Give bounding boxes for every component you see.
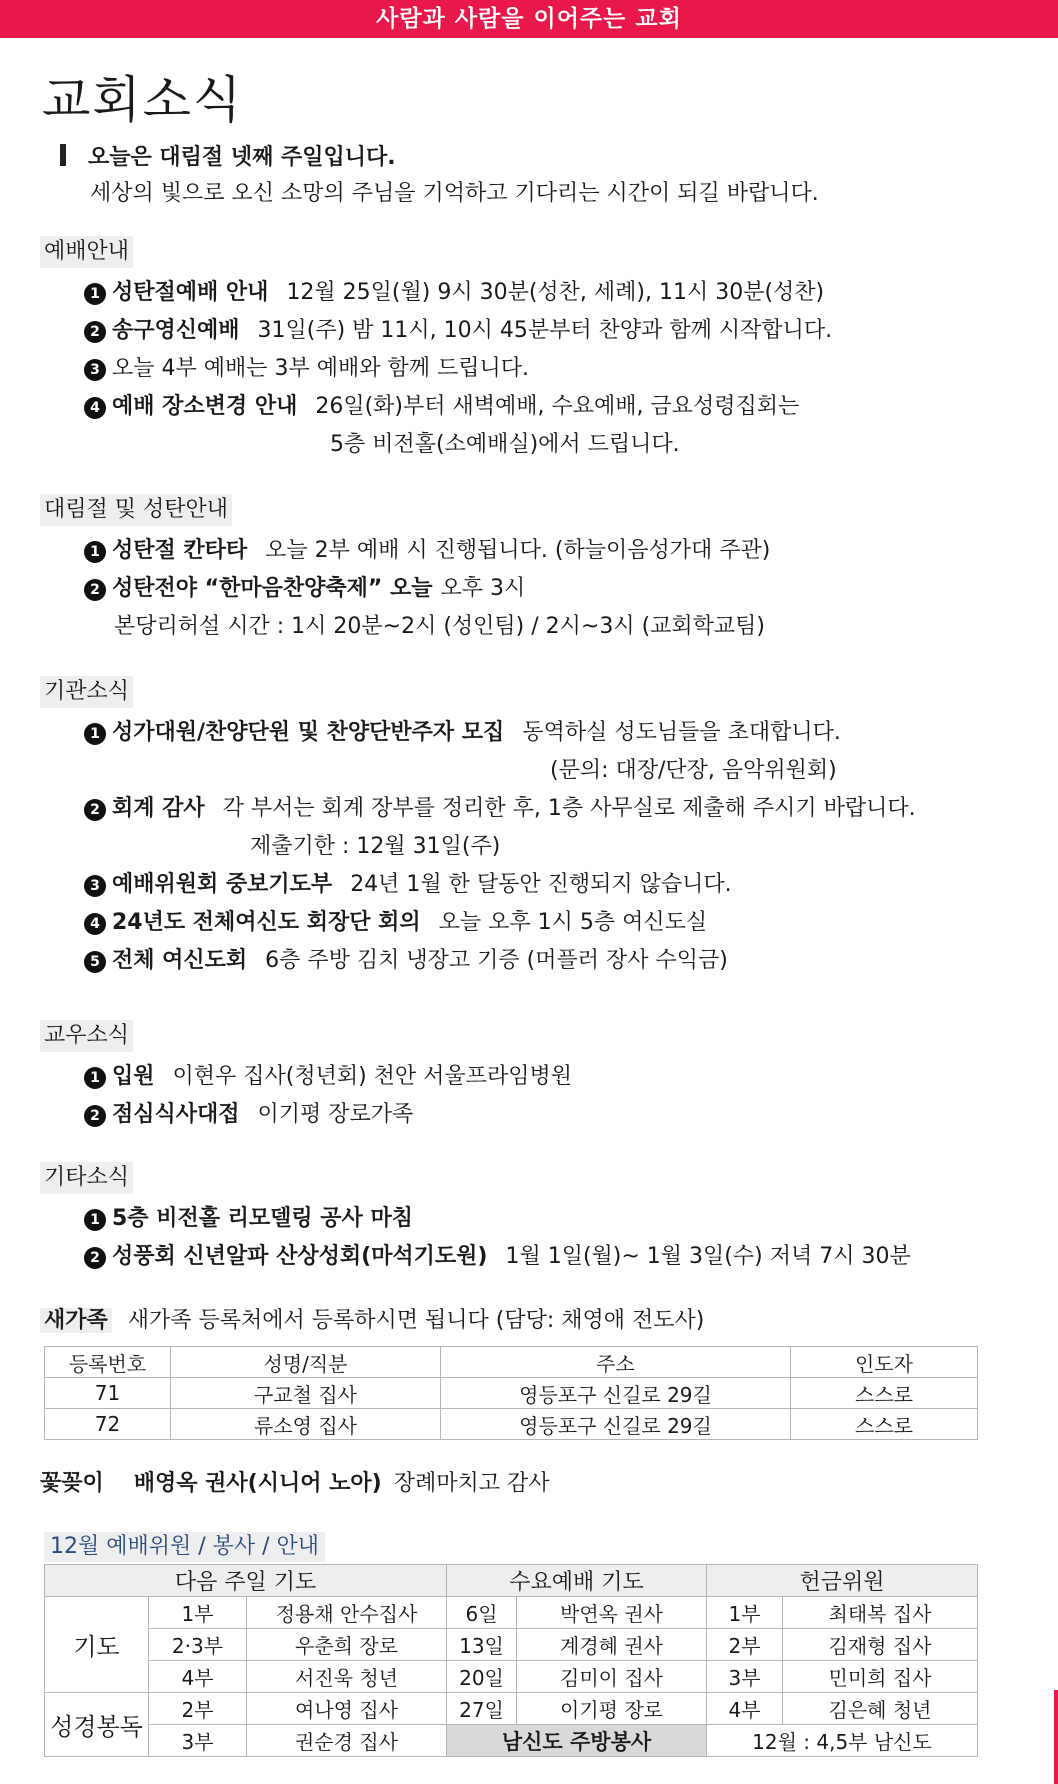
table-row [45,1693,978,1725]
column-header: 수요예배 기도 [447,1565,707,1597]
table-cell: 3부 [149,1725,247,1757]
table-cell: 우춘희 장로 [247,1629,447,1661]
page-edge-marker [1054,1690,1058,1784]
table-cell: 김재형 집사 [783,1629,978,1661]
table-row [45,1629,978,1661]
table-cell: 71 [45,1378,171,1409]
table-cell: 2부 [707,1629,783,1661]
table-row [45,1597,978,1629]
table-cell: 스스로 [791,1409,978,1440]
section-title: 기관소식 [40,676,133,708]
table-cell: 4부 [707,1693,783,1725]
section-title: 교우소식 [40,1020,133,1052]
table-cell: 1부 [149,1597,247,1629]
table-cell: 권순경 집사 [247,1725,447,1757]
table-cell: 영등포구 신길로 29길 [441,1409,791,1440]
table-row [45,1409,978,1440]
kitchen-note-cell: 12월 : 4,5부 남신도 [707,1725,978,1757]
number-1-icon: 1 [84,1067,106,1089]
section-others [40,1162,1000,1276]
table-cell: 김미이 집사 [517,1661,707,1693]
bullet-bar [60,144,66,166]
section-title: 대림절 및 성탄안내 [40,494,232,526]
table-cell: 김은혜 청년 [783,1693,978,1725]
column-header: 등록번호 [45,1347,171,1378]
list-item: 4 24년도 전체여신도 회장단 회의 오늘 오후 1시 5층 여신도실 [40,904,1000,942]
number-4-icon: 4 [84,397,106,419]
section-orgs [40,676,1000,980]
number-3-icon: 3 [84,875,106,897]
kitchen-service-cell: 남신도 주방봉사 [447,1725,707,1757]
table-cell: 서진욱 청년 [247,1661,447,1693]
table-cell: 20일 [447,1661,517,1693]
table-cell: 영등포구 신길로 29길 [441,1378,791,1409]
column-header: 다음 주일 기도 [45,1565,447,1597]
flower-name: 배영옥 권사(시니어 노아) [133,1471,382,1496]
table-cell: 정용채 안수집사 [247,1597,447,1629]
item-subline: 제출기한 : 12월 31일(주) [250,834,501,859]
table-cell: 4부 [149,1661,247,1693]
section-worship [40,236,1000,464]
list-item: 1 성탄절 칸타타 오늘 2부 예배 시 진행됩니다. (하늘이음성가대 주관) [40,532,1000,570]
intro [60,140,819,212]
table-cell: 구교철 집사 [171,1378,441,1409]
table-cell: 여나영 집사 [247,1693,447,1725]
table-cell: 민미희 집사 [783,1661,978,1693]
list-item: 2 회계 감사 각 부서는 회계 장부를 정리한 후, 1층 사무실로 제출해 주시기 바랍니다. [40,790,1000,828]
item-subline: 5층 비전홀(소예배실)에서 드립니다. [330,432,680,457]
number-2-icon: 2 [84,579,106,601]
table-cell: 13일 [447,1629,517,1661]
table-cell: 류소영 집사 [171,1409,441,1440]
number-2-icon: 2 [84,799,106,821]
item-subline: 본당리허설 시간 : 1시 20분~2시 (성인팀) / 2시~3시 (교회학교팀) [114,614,765,639]
number-5-icon: 5 [84,951,106,973]
section-title: 기타소식 [40,1162,133,1194]
table-cell: 1부 [707,1597,783,1629]
list-item: 1 5층 비전홀 리모델링 공사 마침 [40,1200,1000,1238]
section-title: 예배안내 [40,236,133,268]
page-title: 교회소식 [42,71,244,129]
list-item: 2 점심식사대접 이기평 장로가족 [40,1096,1000,1134]
table-row [45,1661,978,1693]
item-subline: (문의: 대장/단장, 음악위원회) [550,758,837,783]
column-header: 성명/직분 [171,1347,441,1378]
table-cell: 최태복 집사 [783,1597,978,1629]
section-members [40,1020,1000,1134]
group-label-reading: 성경봉독 [45,1693,149,1757]
table-row [45,1378,978,1409]
intro-line-2: 세상의 빛으로 오신 소망의 주님을 기억하고 기다리는 시간이 되길 바랍니다. [90,181,819,206]
number-2-icon: 2 [84,1247,106,1269]
list-item: 2 송구영신예배 31일(주) 밤 11시, 10시 45분부터 찬양과 함께 시작합니다. [40,312,1000,350]
table-cell: 3부 [707,1661,783,1693]
list-item: 4 예배 장소변경 안내 26일(화)부터 새벽예배, 수요예배, 금요성령집회는 [40,388,1000,426]
number-2-icon: 2 [84,1105,106,1127]
table-cell: 박연옥 권사 [517,1597,707,1629]
table-cell: 2·3부 [149,1629,247,1661]
number-1-icon: 1 [84,1209,106,1231]
new-family-table [44,1346,978,1440]
number-2-icon: 2 [84,321,106,343]
list-item: 1 입원 이현우 집사(청년회) 천안 서울프라임병원 [40,1058,1000,1096]
top-banner: 사람과 사람을 이어주는 교회 [0,0,1058,38]
flower-text: 장례마치고 감사 [393,1471,550,1496]
table-cell: 계경혜 권사 [517,1629,707,1661]
list-item: 3 예배위원회 중보기도부 24년 1월 한 달동안 진행되지 않습니다. [40,866,1000,904]
table-cell: 이기평 장로 [517,1693,707,1725]
table-header-row [45,1347,978,1378]
table-cell: 6일 [447,1597,517,1629]
list-item: 3 오늘 4부 예배는 3부 예배와 함께 드립니다. [40,350,1000,388]
column-header: 주소 [441,1347,791,1378]
table-cell: 72 [45,1409,171,1440]
list-item: 5 전체 여신도회 6층 주방 김치 냉장고 기증 (머플러 장사 수익금) [40,942,1000,980]
new-family-notice [40,1305,704,1337]
flower-label: 꽃꽂이 [40,1471,104,1496]
flower-notice [40,1468,549,1500]
number-1-icon: 1 [84,283,106,305]
column-header: 헌금위원 [707,1565,978,1597]
group-label-prayer: 기도 [45,1597,149,1693]
number-3-icon: 3 [84,359,106,381]
intro-line-1: 오늘은 대림절 넷째 주일입니다. [88,145,396,170]
list-item: 1 성탄절예배 안내 12월 25일(월) 9시 30분(성찬, 세례), 11시 30분(성찬) [40,274,1000,312]
table-cell: 27일 [447,1693,517,1725]
number-4-icon: 4 [84,913,106,935]
list-item: 1 성가대원/찬양단원 및 찬양단반주자 모집 동역하실 성도님들을 초대합니다. [40,714,1000,752]
new-family-label: 새가족 [40,1308,112,1333]
column-header: 인도자 [791,1347,978,1378]
table-cell: 2부 [149,1693,247,1725]
table-row [45,1725,978,1757]
new-family-text: 새가족 등록처에서 등록하시면 됩니다 (담당: 채영애 전도사) [127,1308,705,1333]
number-1-icon: 1 [84,541,106,563]
table-header-row [45,1565,978,1597]
number-1-icon: 1 [84,723,106,745]
duty-table-title: 12월 예배위원 / 봉사 / 안내 [44,1532,325,1562]
section-advent [40,494,1000,646]
list-item: 2 성풍회 신년알파 산상성회(마석기도원) 1월 1일(월)~ 1월 3일(수) 저녁 7시 30분 [40,1238,1000,1276]
list-item: 2 성탄전야 “한마음찬양축제” 오늘 오후 3시 [40,570,1000,608]
table-cell: 스스로 [791,1378,978,1409]
duty-table [44,1564,978,1757]
